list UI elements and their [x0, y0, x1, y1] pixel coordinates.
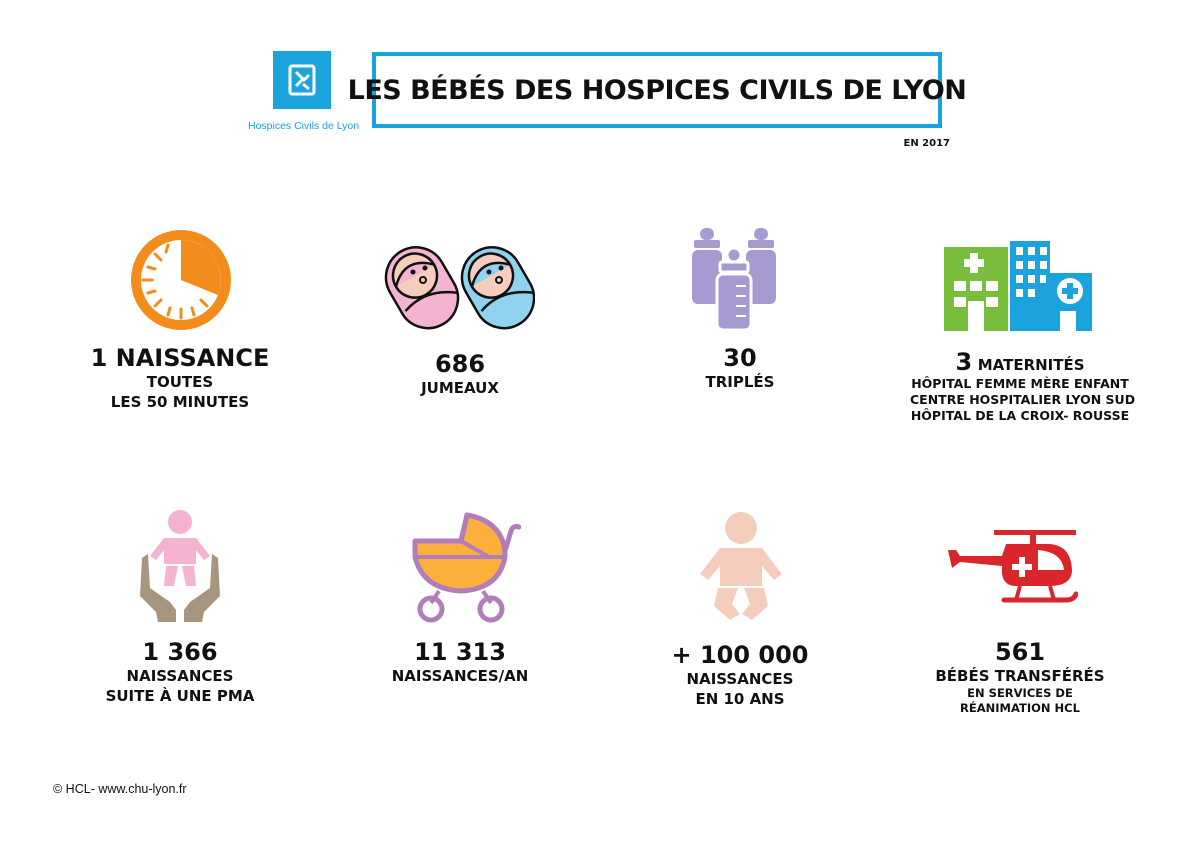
page-title: LES BÉBÉS DES HOSPICES CIVILS DE LYON [347, 74, 967, 106]
title-box [347, 52, 967, 128]
baby-in-hands-icon [136, 508, 224, 624]
baby-bottles-icon [690, 226, 788, 332]
stat-births-per-year [370, 638, 550, 686]
stat-value: 30 [723, 344, 757, 372]
stat-value: + 100 000 [671, 641, 809, 669]
pram-icon [409, 511, 521, 623]
stat-value: 686 [434, 350, 486, 378]
stat-label: SUITE À UNE PMA [105, 687, 255, 705]
stat-birth-frequency [85, 344, 275, 412]
stat-label: BÉBÉS TRANSFÉRÉS [935, 667, 1105, 685]
logo-text: Hospices Civils de Lyon [248, 120, 360, 132]
stat-label: NAISSANCES/AN [391, 667, 529, 685]
stat-value: 561 [994, 638, 1046, 666]
stat-value: 11 313 [414, 638, 506, 666]
stat-label: HÔPITAL DE LA CROIX- ROUSSE [910, 408, 1130, 423]
hcl-logo-icon [273, 51, 331, 109]
stat-label: EN SERVICES DE [967, 686, 1073, 700]
stat-label: TOUTES [146, 373, 214, 391]
stat-triplets [650, 344, 830, 392]
hcl-logo [273, 51, 331, 109]
stat-label: EN 10 ANS [695, 690, 785, 708]
stat-label: TRIPLÉS [705, 373, 775, 391]
stat-label: CENTRE HOSPITALIER LYON SUD [910, 392, 1136, 407]
stat-value: 1 366 [142, 638, 218, 666]
stat-twins [370, 350, 550, 398]
stat-value: 1 NAISSANCE [90, 344, 270, 372]
year-label: EN 2017 [903, 138, 950, 149]
baby-icon [696, 510, 786, 622]
hospital-buildings-icon [942, 239, 1094, 331]
stat-label: RÉANIMATION HCL [960, 701, 1080, 715]
stat-label: HÔPITAL FEMME MÈRE ENFANT [911, 376, 1129, 391]
stat-pma-births [85, 638, 275, 706]
stat-label: LES 50 MINUTES [110, 393, 250, 411]
copyright-footer: © HCL- www.chu-lyon.fr [53, 782, 187, 796]
helicopter-icon [946, 528, 1078, 606]
stat-value-suffix: MATERNITÉS [977, 356, 1085, 374]
stat-value: 3 [955, 348, 973, 376]
stat-transferred-babies [910, 638, 1130, 716]
stat-label: JUMEAUX [421, 379, 499, 397]
twin-babies-icon [383, 240, 535, 332]
stat-label: NAISSANCES [126, 667, 234, 685]
clock-icon [128, 227, 234, 333]
stat-label: NAISSANCES [686, 670, 794, 688]
stat-maternities [910, 348, 1136, 424]
stat-births-ten-years [650, 641, 830, 709]
